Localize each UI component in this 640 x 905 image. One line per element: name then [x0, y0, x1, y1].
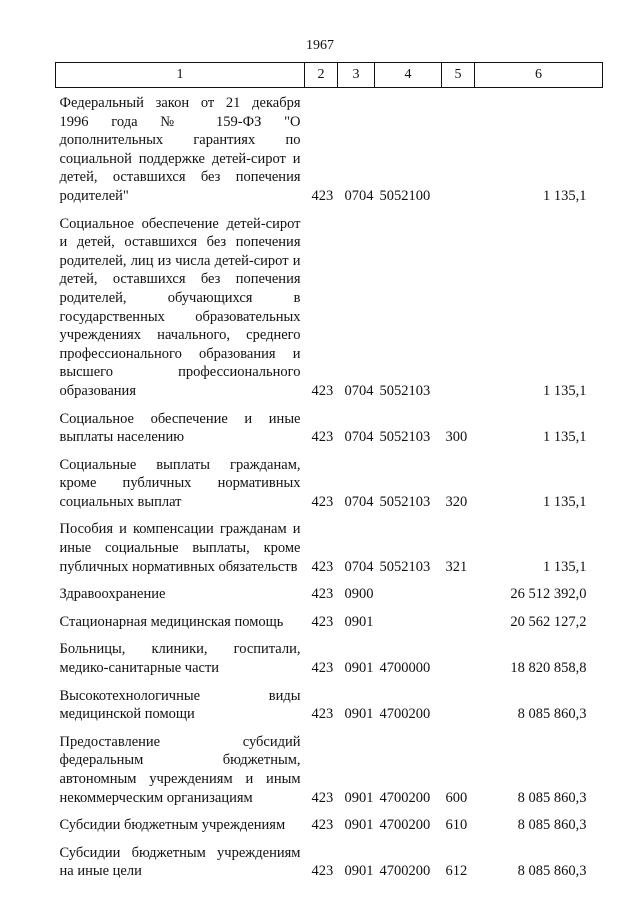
row-admin-code-cell: 423 [311, 660, 334, 677]
row-target-code-cell: 5052103 [379, 382, 431, 399]
row-admin-code-cell: 423 [311, 817, 334, 834]
row-admin-code-cell: 423 [311, 586, 334, 603]
row-amount-cell: 8 085 860,3 [517, 789, 587, 806]
row-expense-type-cell [442, 209, 475, 404]
row-section-code-cell: 0901 [344, 660, 374, 677]
table-row [56, 404, 603, 450]
row-section-code-cell: 0901 [344, 789, 374, 806]
row-section-code-cell: 0704 [344, 493, 374, 510]
row-admin-code-cell: 423 [311, 429, 334, 446]
row-expense-type-cell [442, 634, 475, 680]
table-row [56, 838, 603, 884]
row-target-code-cell: 5052103 [379, 429, 431, 446]
header-cell-2: 2 [305, 63, 338, 88]
table-header [56, 63, 603, 88]
header-cell-5: 5 [442, 63, 475, 88]
row-target-code-cell: 5052103 [379, 493, 431, 510]
row-expense-type-cell: 612 [445, 863, 468, 880]
table-row [56, 607, 603, 635]
budget-table [55, 62, 603, 884]
row-name-cell: Социальное обеспечение и иные выплаты населению [59, 410, 301, 446]
table-row [56, 209, 603, 404]
row-amount-cell: 8 085 860,3 [517, 863, 587, 880]
header-cell-1: 1 [56, 63, 305, 88]
table-row [56, 634, 603, 680]
row-admin-code-cell: 423 [311, 613, 334, 630]
row-amount-cell: 18 820 858,8 [510, 660, 587, 677]
row-expense-type-cell: 610 [445, 817, 468, 834]
row-admin-code-cell: 423 [311, 493, 334, 510]
row-section-code-cell: 0704 [344, 429, 374, 446]
table-row [56, 810, 603, 838]
row-section-code-cell: 0704 [344, 382, 374, 399]
row-admin-code-cell: 423 [311, 187, 334, 204]
row-expense-type-cell [442, 681, 475, 727]
table-row [56, 88, 603, 209]
row-expense-type-cell [442, 579, 475, 607]
row-name-cell: Здравоохранение [59, 586, 166, 603]
row-target-code-cell: 4700200 [379, 706, 431, 723]
row-admin-code-cell: 423 [311, 558, 334, 575]
table-row [56, 450, 603, 515]
row-name-cell: Предоставление субсидий федеральным бюджетным, автономным учреждениям и иным некоммерческим организациям [59, 733, 301, 806]
table-row [56, 681, 603, 727]
row-target-code-cell: 4700000 [379, 660, 431, 677]
header-cell-4: 4 [375, 63, 442, 88]
row-name-cell: Высокотехнологичные виды медицинской помощи [59, 687, 301, 723]
row-section-code-cell: 0901 [344, 817, 374, 834]
row-section-code-cell: 0900 [344, 586, 374, 603]
row-amount-cell: 20 562 127,2 [510, 613, 587, 630]
table-row [56, 727, 603, 810]
row-expense-type-cell: 320 [445, 493, 468, 510]
row-expense-type-cell: 321 [445, 558, 468, 575]
page-number: 1967 [306, 38, 334, 53]
row-name-cell: Больницы, клиники, госпитали, медико-санитарные части [59, 641, 301, 677]
row-amount-cell: 1 135,1 [543, 558, 587, 575]
row-amount-cell: 1 135,1 [543, 382, 587, 399]
row-section-code-cell: 0901 [344, 613, 374, 630]
row-name-cell: Стационарная медицинская помощь [59, 613, 284, 630]
row-amount-cell: 1 135,1 [543, 429, 587, 446]
row-expense-type-cell: 300 [445, 429, 468, 446]
row-name-cell: Субсидии бюджетным учреждениям на иные цели [59, 844, 301, 880]
row-name-cell: Федеральный закон от 21 декабря 1996 года № 159-ФЗ "О дополнительных гарантиях по социальной поддержке детей-сирот и детей, оставшихся без попечения родителей" [59, 95, 301, 204]
row-name-cell: Социальное обеспечение детей-сирот и детей, оставшихся без попечения родителей, лиц из числа детей-сирот и детей, оставшихся без попечения родителей, обучающихся в государственных образовательных учреждениях начального, среднего профессионального образования и высшего профессионального образования [59, 215, 301, 399]
row-name-cell: Пособия и компенсации гражданам и иные социальные выплаты, кроме публичных нормативных обязательств [59, 521, 301, 575]
row-target-code-cell: 4700200 [379, 863, 431, 880]
row-amount-cell: 8 085 860,3 [517, 706, 587, 723]
row-section-code-cell: 0704 [344, 558, 374, 575]
row-target-code-cell: 5052100 [379, 187, 431, 204]
row-target-code-cell: 4700200 [379, 789, 431, 806]
row-expense-type-cell [442, 607, 475, 635]
row-section-code-cell: 0704 [344, 187, 374, 204]
table-row [56, 579, 603, 607]
row-expense-type-cell: 600 [445, 789, 468, 806]
row-section-code-cell: 0901 [344, 863, 374, 880]
row-section-code-cell: 0901 [344, 706, 374, 723]
row-admin-code-cell: 423 [311, 382, 334, 399]
row-admin-code-cell: 423 [311, 789, 334, 806]
header-cell-3: 3 [338, 63, 375, 88]
row-expense-type-cell [442, 88, 475, 209]
row-target-code-cell: 4700200 [379, 817, 431, 834]
table-row [56, 514, 603, 579]
table-body [56, 88, 603, 884]
row-amount-cell: 1 135,1 [543, 493, 587, 510]
row-name-cell: Субсидии бюджетным учреждениям [59, 817, 286, 834]
row-admin-code-cell: 423 [311, 706, 334, 723]
row-amount-cell: 26 512 392,0 [510, 586, 587, 603]
row-target-code-cell: 5052103 [379, 558, 431, 575]
row-admin-code-cell: 423 [311, 863, 334, 880]
row-name-cell: Социальные выплаты гражданам, кроме публичных нормативных социальных выплат [59, 456, 301, 510]
row-target-code-cell [375, 607, 442, 635]
row-amount-cell: 1 135,1 [543, 187, 587, 204]
row-target-code-cell [375, 579, 442, 607]
header-cell-6: 6 [475, 63, 603, 88]
row-amount-cell: 8 085 860,3 [517, 817, 587, 834]
